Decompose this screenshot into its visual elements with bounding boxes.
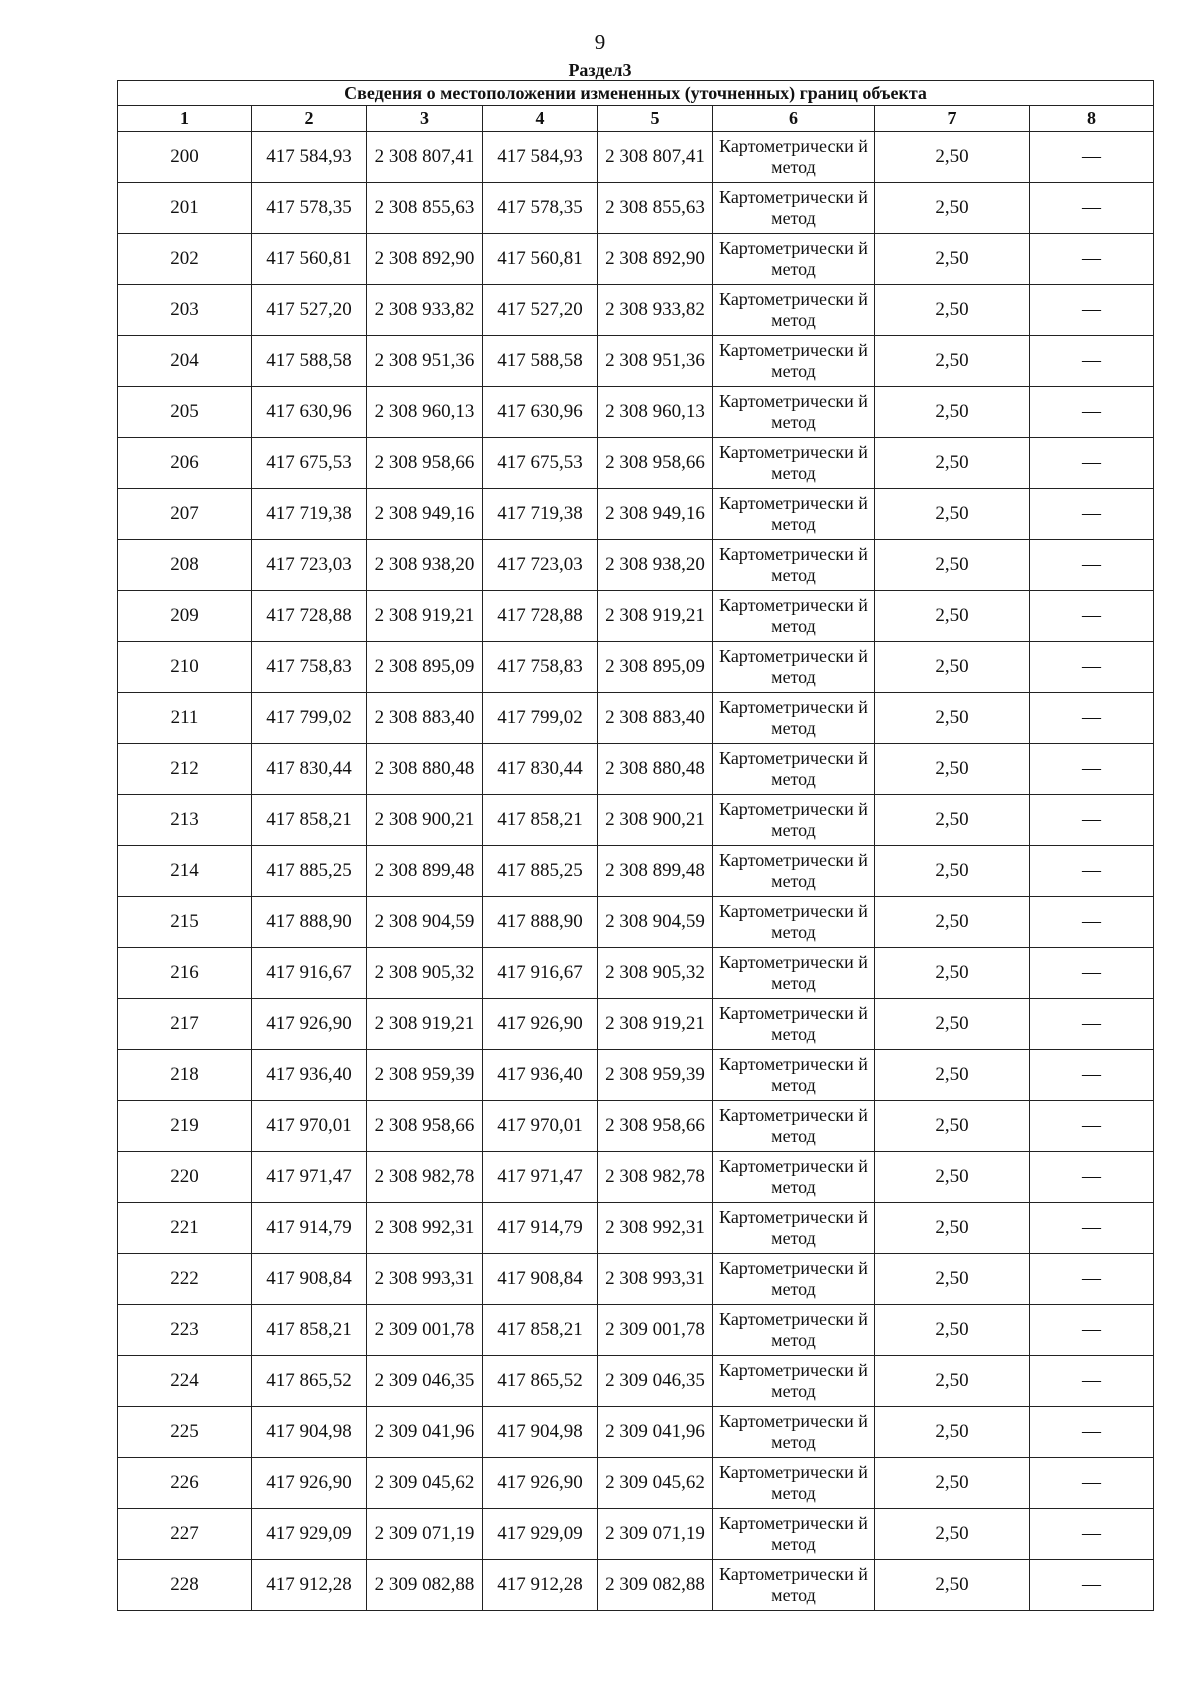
cell-method: Картометрически й метод (713, 795, 875, 846)
cell-description: — (1030, 642, 1154, 693)
cell-accuracy: 2,50 (875, 540, 1030, 591)
cell-x-coord-new: 417 527,20 (483, 285, 598, 336)
cell-accuracy: 2,50 (875, 489, 1030, 540)
cell-description: — (1030, 183, 1154, 234)
table-body (118, 132, 1154, 1611)
cell-point-number: 225 (118, 1407, 252, 1458)
column-header-row (118, 106, 1154, 132)
cell-x-coord-old: 417 723,03 (252, 540, 367, 591)
cell-point-number: 213 (118, 795, 252, 846)
cell-x-coord-old: 417 916,67 (252, 948, 367, 999)
cell-x-coord-new: 417 728,88 (483, 591, 598, 642)
cell-y-coord-new: 2 308 993,31 (598, 1254, 713, 1305)
cell-y-coord-old: 2 308 895,09 (367, 642, 483, 693)
table-row (118, 540, 1154, 591)
cell-accuracy: 2,50 (875, 1407, 1030, 1458)
cell-accuracy: 2,50 (875, 1356, 1030, 1407)
cell-y-coord-new: 2 308 982,78 (598, 1152, 713, 1203)
cell-x-coord-old: 417 885,25 (252, 846, 367, 897)
cell-description: — (1030, 897, 1154, 948)
cell-accuracy: 2,50 (875, 999, 1030, 1050)
cell-method: Картометрически й метод (713, 1203, 875, 1254)
cell-method: Картометрически й метод (713, 1407, 875, 1458)
cell-method: Картометрически й метод (713, 948, 875, 999)
cell-method: Картометрически й метод (713, 1458, 875, 1509)
cell-description: — (1030, 999, 1154, 1050)
cell-y-coord-new: 2 308 905,32 (598, 948, 713, 999)
cell-y-coord-new: 2 309 041,96 (598, 1407, 713, 1458)
table-row (118, 897, 1154, 948)
cell-point-number: 226 (118, 1458, 252, 1509)
cell-description: — (1030, 744, 1154, 795)
column-header-6: 6 (713, 106, 875, 132)
cell-description: — (1030, 1509, 1154, 1560)
cell-x-coord-new: 417 926,90 (483, 999, 598, 1050)
cell-x-coord-old: 417 830,44 (252, 744, 367, 795)
cell-description: — (1030, 948, 1154, 999)
table-row (118, 387, 1154, 438)
cell-accuracy: 2,50 (875, 387, 1030, 438)
cell-description: — (1030, 489, 1154, 540)
cell-y-coord-new: 2 308 892,90 (598, 234, 713, 285)
cell-method: Картометрически й метод (713, 897, 875, 948)
cell-accuracy: 2,50 (875, 591, 1030, 642)
cell-method: Картометрически й метод (713, 540, 875, 591)
table-row (118, 234, 1154, 285)
cell-accuracy: 2,50 (875, 744, 1030, 795)
cell-x-coord-new: 417 971,47 (483, 1152, 598, 1203)
cell-y-coord-new: 2 308 807,41 (598, 132, 713, 183)
cell-y-coord-new: 2 308 958,66 (598, 1101, 713, 1152)
cell-method: Картометрически й метод (713, 1152, 875, 1203)
cell-x-coord-new: 417 865,52 (483, 1356, 598, 1407)
cell-description: — (1030, 591, 1154, 642)
cell-point-number: 211 (118, 693, 252, 744)
cell-y-coord-new: 2 308 933,82 (598, 285, 713, 336)
cell-x-coord-old: 417 929,09 (252, 1509, 367, 1560)
cell-y-coord-new: 2 308 855,63 (598, 183, 713, 234)
table-caption: Сведения о местоположении измененных (уточненных) границ объекта (118, 81, 1154, 106)
cell-description: — (1030, 1560, 1154, 1611)
cell-point-number: 217 (118, 999, 252, 1050)
cell-method: Картометрически й метод (713, 642, 875, 693)
cell-accuracy: 2,50 (875, 183, 1030, 234)
cell-y-coord-old: 2 308 883,40 (367, 693, 483, 744)
cell-y-coord-old: 2 308 958,66 (367, 1101, 483, 1152)
cell-accuracy: 2,50 (875, 642, 1030, 693)
cell-description: — (1030, 795, 1154, 846)
cell-y-coord-old: 2 308 982,78 (367, 1152, 483, 1203)
cell-point-number: 212 (118, 744, 252, 795)
cell-y-coord-new: 2 309 046,35 (598, 1356, 713, 1407)
cell-point-number: 221 (118, 1203, 252, 1254)
cell-y-coord-old: 2 308 938,20 (367, 540, 483, 591)
cell-accuracy: 2,50 (875, 948, 1030, 999)
cell-description: — (1030, 132, 1154, 183)
cell-y-coord-new: 2 309 082,88 (598, 1560, 713, 1611)
cell-x-coord-old: 417 527,20 (252, 285, 367, 336)
column-header-8: 8 (1030, 106, 1154, 132)
cell-point-number: 201 (118, 183, 252, 234)
cell-y-coord-new: 2 309 071,19 (598, 1509, 713, 1560)
table-row (118, 1305, 1154, 1356)
cell-x-coord-old: 417 908,84 (252, 1254, 367, 1305)
cell-x-coord-old: 417 865,52 (252, 1356, 367, 1407)
cell-x-coord-old: 417 728,88 (252, 591, 367, 642)
table-row (118, 1458, 1154, 1509)
cell-x-coord-new: 417 799,02 (483, 693, 598, 744)
cell-y-coord-new: 2 308 951,36 (598, 336, 713, 387)
cell-x-coord-old: 417 904,98 (252, 1407, 367, 1458)
cell-accuracy: 2,50 (875, 234, 1030, 285)
cell-y-coord-new: 2 308 880,48 (598, 744, 713, 795)
cell-description: — (1030, 387, 1154, 438)
cell-y-coord-new: 2 308 900,21 (598, 795, 713, 846)
cell-x-coord-old: 417 588,58 (252, 336, 367, 387)
page-number: 9 (594, 30, 606, 54)
cell-x-coord-old: 417 858,21 (252, 795, 367, 846)
cell-x-coord-old: 417 719,38 (252, 489, 367, 540)
cell-accuracy: 2,50 (875, 336, 1030, 387)
cell-y-coord-old: 2 309 071,19 (367, 1509, 483, 1560)
cell-point-number: 202 (118, 234, 252, 285)
cell-point-number: 216 (118, 948, 252, 999)
table-row (118, 1101, 1154, 1152)
cell-point-number: 223 (118, 1305, 252, 1356)
cell-y-coord-old: 2 308 919,21 (367, 591, 483, 642)
cell-y-coord-old: 2 308 900,21 (367, 795, 483, 846)
cell-x-coord-new: 417 588,58 (483, 336, 598, 387)
cell-description: — (1030, 1101, 1154, 1152)
cell-description: — (1030, 1254, 1154, 1305)
cell-y-coord-old: 2 308 958,66 (367, 438, 483, 489)
cell-y-coord-old: 2 308 807,41 (367, 132, 483, 183)
cell-y-coord-new: 2 308 919,21 (598, 591, 713, 642)
cell-x-coord-new: 417 830,44 (483, 744, 598, 795)
table-row (118, 285, 1154, 336)
cell-method: Картометрически й метод (713, 1560, 875, 1611)
cell-accuracy: 2,50 (875, 897, 1030, 948)
boundary-coordinates-table (117, 80, 1154, 1611)
cell-method: Картометрически й метод (713, 1101, 875, 1152)
cell-point-number: 209 (118, 591, 252, 642)
table-row (118, 1203, 1154, 1254)
table-row (118, 132, 1154, 183)
cell-x-coord-new: 417 584,93 (483, 132, 598, 183)
cell-x-coord-old: 417 914,79 (252, 1203, 367, 1254)
cell-description: — (1030, 1152, 1154, 1203)
table-row (118, 1050, 1154, 1101)
cell-description: — (1030, 1305, 1154, 1356)
cell-x-coord-old: 417 926,90 (252, 1458, 367, 1509)
cell-x-coord-old: 417 970,01 (252, 1101, 367, 1152)
cell-y-coord-old: 2 309 041,96 (367, 1407, 483, 1458)
cell-x-coord-new: 417 723,03 (483, 540, 598, 591)
cell-y-coord-old: 2 308 960,13 (367, 387, 483, 438)
cell-x-coord-new: 417 916,67 (483, 948, 598, 999)
cell-x-coord-new: 417 675,53 (483, 438, 598, 489)
cell-y-coord-old: 2 308 993,31 (367, 1254, 483, 1305)
cell-y-coord-new: 2 308 895,09 (598, 642, 713, 693)
cell-accuracy: 2,50 (875, 795, 1030, 846)
cell-point-number: 210 (118, 642, 252, 693)
cell-x-coord-new: 417 719,38 (483, 489, 598, 540)
cell-y-coord-new: 2 308 949,16 (598, 489, 713, 540)
cell-point-number: 224 (118, 1356, 252, 1407)
cell-point-number: 205 (118, 387, 252, 438)
cell-x-coord-old: 417 630,96 (252, 387, 367, 438)
cell-method: Картометрически й метод (713, 285, 875, 336)
cell-method: Картометрически й метод (713, 387, 875, 438)
table-row (118, 183, 1154, 234)
cell-point-number: 228 (118, 1560, 252, 1611)
column-header-3: 3 (367, 106, 483, 132)
cell-x-coord-new: 417 908,84 (483, 1254, 598, 1305)
table-row (118, 693, 1154, 744)
cell-method: Картометрически й метод (713, 999, 875, 1050)
cell-y-coord-old: 2 308 892,90 (367, 234, 483, 285)
cell-accuracy: 2,50 (875, 1203, 1030, 1254)
column-header-4: 4 (483, 106, 598, 132)
cell-y-coord-old: 2 309 045,62 (367, 1458, 483, 1509)
cell-description: — (1030, 1203, 1154, 1254)
cell-x-coord-new: 417 970,01 (483, 1101, 598, 1152)
cell-x-coord-old: 417 936,40 (252, 1050, 367, 1101)
cell-point-number: 227 (118, 1509, 252, 1560)
table-row (118, 744, 1154, 795)
cell-x-coord-old: 417 675,53 (252, 438, 367, 489)
cell-accuracy: 2,50 (875, 1509, 1030, 1560)
cell-x-coord-old: 417 560,81 (252, 234, 367, 285)
cell-point-number: 214 (118, 846, 252, 897)
cell-method: Картометрически й метод (713, 132, 875, 183)
cell-method: Картометрически й метод (713, 1254, 875, 1305)
cell-y-coord-old: 2 309 001,78 (367, 1305, 483, 1356)
cell-y-coord-old: 2 308 919,21 (367, 999, 483, 1050)
cell-y-coord-old: 2 308 880,48 (367, 744, 483, 795)
cell-description: — (1030, 540, 1154, 591)
cell-x-coord-new: 417 936,40 (483, 1050, 598, 1101)
cell-x-coord-new: 417 560,81 (483, 234, 598, 285)
cell-x-coord-old: 417 578,35 (252, 183, 367, 234)
cell-x-coord-new: 417 858,21 (483, 795, 598, 846)
table-row (118, 489, 1154, 540)
cell-accuracy: 2,50 (875, 1050, 1030, 1101)
cell-x-coord-new: 417 904,98 (483, 1407, 598, 1458)
cell-method: Картометрически й метод (713, 1305, 875, 1356)
cell-y-coord-old: 2 308 899,48 (367, 846, 483, 897)
cell-description: — (1030, 285, 1154, 336)
cell-point-number: 207 (118, 489, 252, 540)
cell-method: Картометрически й метод (713, 744, 875, 795)
cell-y-coord-old: 2 308 959,39 (367, 1050, 483, 1101)
table-row (118, 438, 1154, 489)
table-row (118, 999, 1154, 1050)
cell-point-number: 206 (118, 438, 252, 489)
cell-method: Картометрически й метод (713, 846, 875, 897)
cell-y-coord-old: 2 308 933,82 (367, 285, 483, 336)
cell-point-number: 218 (118, 1050, 252, 1101)
cell-point-number: 220 (118, 1152, 252, 1203)
cell-x-coord-old: 417 888,90 (252, 897, 367, 948)
column-header-7: 7 (875, 106, 1030, 132)
cell-x-coord-new: 417 630,96 (483, 387, 598, 438)
cell-accuracy: 2,50 (875, 132, 1030, 183)
cell-point-number: 215 (118, 897, 252, 948)
cell-y-coord-old: 2 308 904,59 (367, 897, 483, 948)
cell-description: — (1030, 1458, 1154, 1509)
cell-accuracy: 2,50 (875, 285, 1030, 336)
cell-description: — (1030, 846, 1154, 897)
cell-y-coord-new: 2 308 919,21 (598, 999, 713, 1050)
cell-point-number: 219 (118, 1101, 252, 1152)
cell-accuracy: 2,50 (875, 1152, 1030, 1203)
column-header-2: 2 (252, 106, 367, 132)
cell-y-coord-new: 2 309 045,62 (598, 1458, 713, 1509)
cell-y-coord-new: 2 308 899,48 (598, 846, 713, 897)
cell-description: — (1030, 1356, 1154, 1407)
cell-method: Картометрически й метод (713, 336, 875, 387)
cell-point-number: 208 (118, 540, 252, 591)
cell-method: Картометрически й метод (713, 234, 875, 285)
cell-accuracy: 2,50 (875, 1101, 1030, 1152)
table-row (118, 1254, 1154, 1305)
cell-x-coord-new: 417 885,25 (483, 846, 598, 897)
cell-y-coord-old: 2 308 951,36 (367, 336, 483, 387)
cell-method: Картометрически й метод (713, 438, 875, 489)
table-row (118, 336, 1154, 387)
cell-y-coord-new: 2 308 883,40 (598, 693, 713, 744)
cell-point-number: 200 (118, 132, 252, 183)
cell-y-coord-new: 2 308 958,66 (598, 438, 713, 489)
table-row (118, 1509, 1154, 1560)
cell-y-coord-new: 2 309 001,78 (598, 1305, 713, 1356)
cell-point-number: 203 (118, 285, 252, 336)
table-row (118, 642, 1154, 693)
cell-x-coord-new: 417 758,83 (483, 642, 598, 693)
cell-method: Картометрически й метод (713, 591, 875, 642)
cell-x-coord-new: 417 929,09 (483, 1509, 598, 1560)
cell-x-coord-old: 417 926,90 (252, 999, 367, 1050)
cell-x-coord-new: 417 912,28 (483, 1560, 598, 1611)
cell-y-coord-new: 2 308 904,59 (598, 897, 713, 948)
cell-x-coord-old: 417 912,28 (252, 1560, 367, 1611)
cell-x-coord-old: 417 584,93 (252, 132, 367, 183)
cell-method: Картометрически й метод (713, 693, 875, 744)
cell-description: — (1030, 1050, 1154, 1101)
table-row (118, 1152, 1154, 1203)
cell-x-coord-new: 417 888,90 (483, 897, 598, 948)
table-row (118, 948, 1154, 999)
cell-point-number: 222 (118, 1254, 252, 1305)
cell-accuracy: 2,50 (875, 438, 1030, 489)
cell-x-coord-new: 417 926,90 (483, 1458, 598, 1509)
cell-x-coord-old: 417 858,21 (252, 1305, 367, 1356)
cell-method: Картометрически й метод (713, 489, 875, 540)
cell-point-number: 204 (118, 336, 252, 387)
cell-description: — (1030, 1407, 1154, 1458)
table-row (118, 846, 1154, 897)
cell-y-coord-new: 2 308 959,39 (598, 1050, 713, 1101)
cell-method: Картометрически й метод (713, 183, 875, 234)
cell-description: — (1030, 234, 1154, 285)
cell-y-coord-new: 2 308 960,13 (598, 387, 713, 438)
table-row (118, 1560, 1154, 1611)
column-header-5: 5 (598, 106, 713, 132)
table-row (118, 591, 1154, 642)
table-row (118, 1356, 1154, 1407)
cell-y-coord-old: 2 309 082,88 (367, 1560, 483, 1611)
cell-x-coord-new: 417 578,35 (483, 183, 598, 234)
cell-accuracy: 2,50 (875, 1305, 1030, 1356)
cell-x-coord-new: 417 858,21 (483, 1305, 598, 1356)
cell-y-coord-old: 2 308 905,32 (367, 948, 483, 999)
cell-y-coord-old: 2 308 855,63 (367, 183, 483, 234)
cell-description: — (1030, 438, 1154, 489)
cell-accuracy: 2,50 (875, 1254, 1030, 1305)
cell-x-coord-old: 417 971,47 (252, 1152, 367, 1203)
cell-method: Картометрически й метод (713, 1509, 875, 1560)
cell-accuracy: 2,50 (875, 693, 1030, 744)
cell-x-coord-old: 417 758,83 (252, 642, 367, 693)
cell-accuracy: 2,50 (875, 1560, 1030, 1611)
table-row (118, 795, 1154, 846)
table-row (118, 1407, 1154, 1458)
cell-accuracy: 2,50 (875, 1458, 1030, 1509)
cell-method: Картометрически й метод (713, 1050, 875, 1101)
cell-y-coord-old: 2 308 949,16 (367, 489, 483, 540)
cell-description: — (1030, 693, 1154, 744)
cell-method: Картометрически й метод (713, 1356, 875, 1407)
cell-x-coord-old: 417 799,02 (252, 693, 367, 744)
column-header-1: 1 (118, 106, 252, 132)
cell-y-coord-new: 2 308 938,20 (598, 540, 713, 591)
section-title: Раздел3 (568, 60, 632, 80)
cell-description: — (1030, 336, 1154, 387)
cell-y-coord-new: 2 308 992,31 (598, 1203, 713, 1254)
cell-x-coord-new: 417 914,79 (483, 1203, 598, 1254)
cell-accuracy: 2,50 (875, 846, 1030, 897)
cell-y-coord-old: 2 308 992,31 (367, 1203, 483, 1254)
cell-y-coord-old: 2 309 046,35 (367, 1356, 483, 1407)
